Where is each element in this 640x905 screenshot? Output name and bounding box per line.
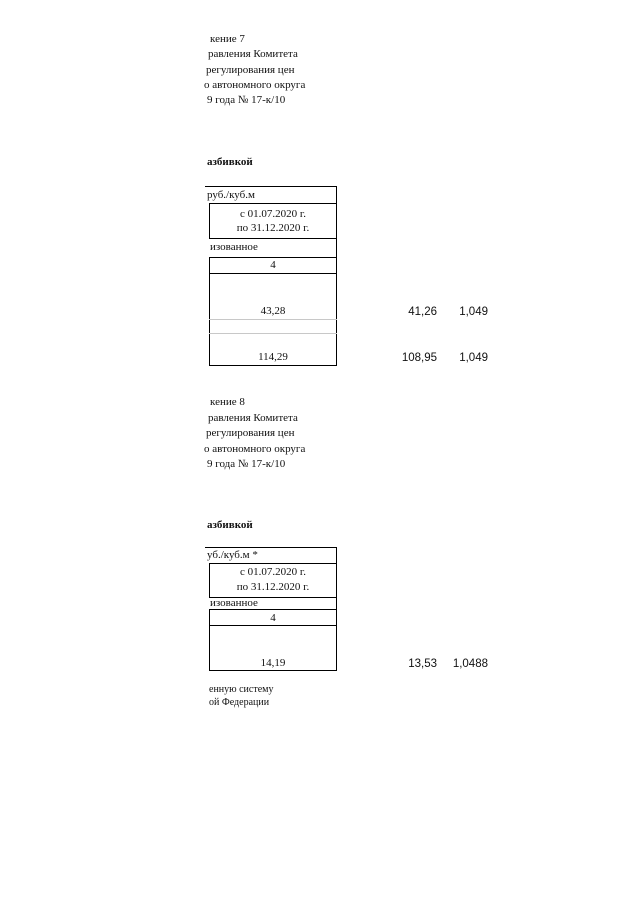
header-line: регулирования цен xyxy=(206,64,295,76)
header-line: о автономного округа xyxy=(204,443,306,455)
header-line: 9 года № 17-к/10 xyxy=(207,94,286,106)
unit-label: уб./куб.м * xyxy=(207,549,258,561)
row-label: изованное xyxy=(210,241,258,253)
row-label: изованное xyxy=(210,597,258,609)
header-line: 9 года № 17-к/10 xyxy=(207,458,286,470)
period-from: с 01.07.2020 г. xyxy=(240,566,306,578)
tariff-value: 114,29 xyxy=(258,351,288,363)
header-line: кение 8 xyxy=(210,396,245,408)
period-to: по 31.12.2020 г. xyxy=(236,581,310,593)
previous-value: 41,26 xyxy=(408,306,437,318)
header-line: равления Комитета xyxy=(208,412,298,424)
tariff-value: 43,28 xyxy=(260,305,286,317)
growth-ratio: 1,049 xyxy=(459,306,488,318)
period-from: с 01.07.2020 г. xyxy=(240,208,306,220)
unit-label: руб./куб.м xyxy=(207,189,255,201)
header-line: регулирования цен xyxy=(206,427,295,439)
tariff-value: 14,19 xyxy=(260,657,286,669)
period-to: по 31.12.2020 г. xyxy=(236,222,310,234)
header-line: кение 7 xyxy=(210,33,245,45)
previous-value: 108,95 xyxy=(401,352,437,364)
previous-value: 13,53 xyxy=(408,658,437,670)
growth-ratio: 1,049 xyxy=(459,352,488,364)
header-line: о автономного округа xyxy=(204,79,306,91)
growth-ratio: 1,0488 xyxy=(452,658,488,670)
footnote-line: ой Федерации xyxy=(209,697,270,708)
footnote-line: енную систему xyxy=(209,684,274,695)
table2-title: азбивкой xyxy=(207,519,253,531)
column-number: 4 xyxy=(270,612,276,624)
table1-title: азбивкой xyxy=(207,156,253,168)
header-line: равления Комитета xyxy=(208,48,298,60)
column-number: 4 xyxy=(270,259,276,271)
